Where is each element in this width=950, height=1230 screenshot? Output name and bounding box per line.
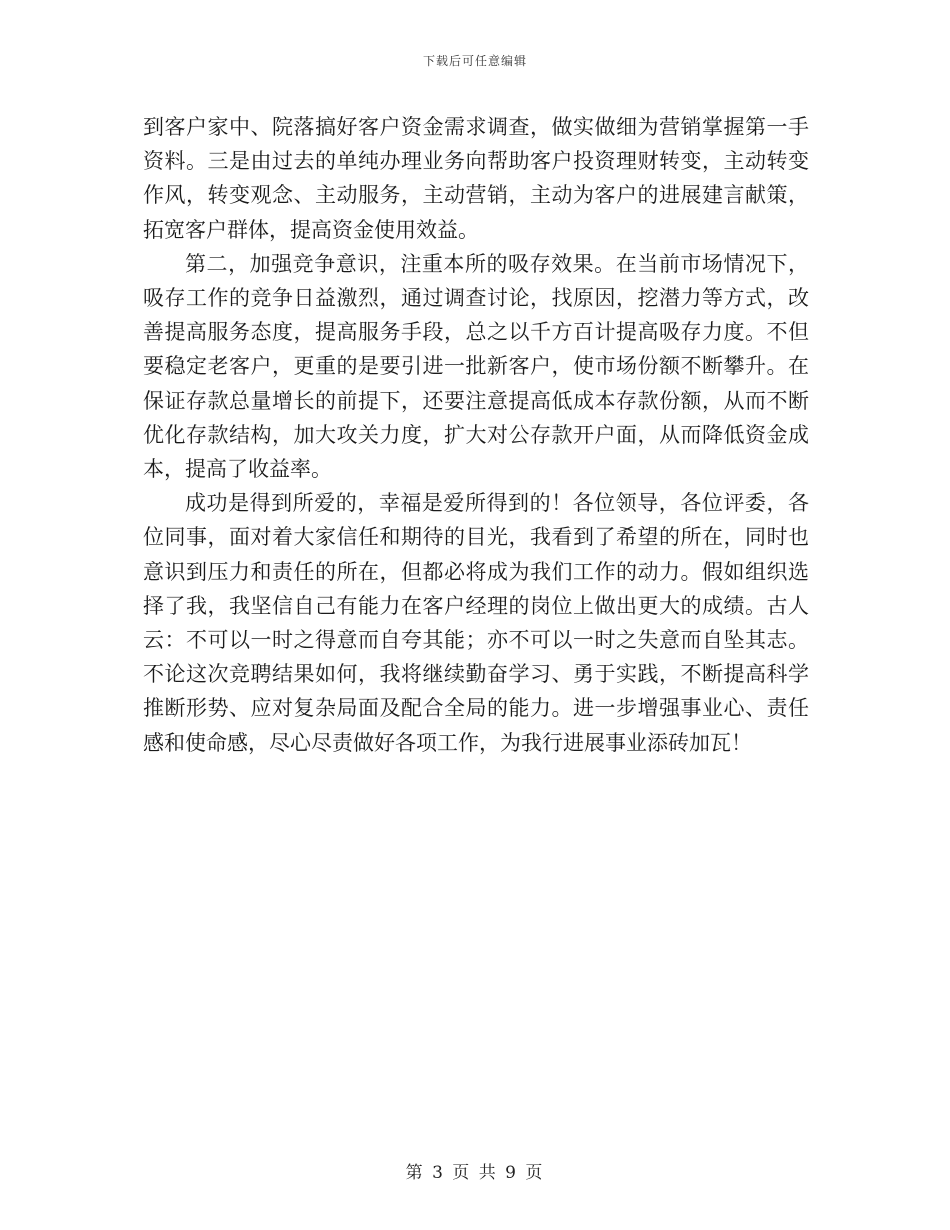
paragraph-second-point: 第二，加强竞争意识，注重本所的吸存效果。在当前市场情况下，吸存工作的竞争日益激烈，通过调查讨论，找原因，挖潜力等方式，改善提高服务态度，提高服务手段，总之以千方百计提高吸存力度。不但要稳定老客户，更重的是要引进一批新客户，使市场份额不断攀升。在保证存款总量增长的前提下，还要注意提高低成本存款份额，从而不断优化存款结构，加大攻关力度，扩大对公存款开户面，从而降低资金成本，提高了收益率。 [143,251,809,482]
paragraph-continued: 到客户家中、院落搞好客户资金需求调查，做实做细为营销掌握第一手资料。三是由过去的单纯办理业务向帮助客户投资理财转变，主动转变作风，转变观念、主动服务，主动营销，主动为客户的进展建言献策，拓宽客户群体，提高资金使用效益。 [143,115,809,242]
paragraph-closing: 成功是得到所爱的，幸福是爱所得到的！各位领导，各位评委，各位同事，面对着大家信任和期待的目光，我看到了希望的所在，同时也意识到压力和责任的所在，但都必将成为我们工作的动力。假如组织选择了我，我坚信自己有能力在客户经理的岗位上做出更大的成绩。古人云：不可以一时之得意而自夸其能；亦不可以一时之失意而自坠其志。不论这次竞聘结果如何，我将继续勤奋学习、勇于实践，不断提高科学推断形势、应对复杂局面及配合全局的能力。进一步增强事业心、责任感和使命感，尽心尽责做好各项工作，为我行进展事业添砖加瓦！ [143,491,809,755]
document-body [143,110,809,760]
page-number-footer: 第 3 页 共 9 页 [405,1163,545,1183]
page-header-note: 下载后可任意编辑 [422,54,527,68]
